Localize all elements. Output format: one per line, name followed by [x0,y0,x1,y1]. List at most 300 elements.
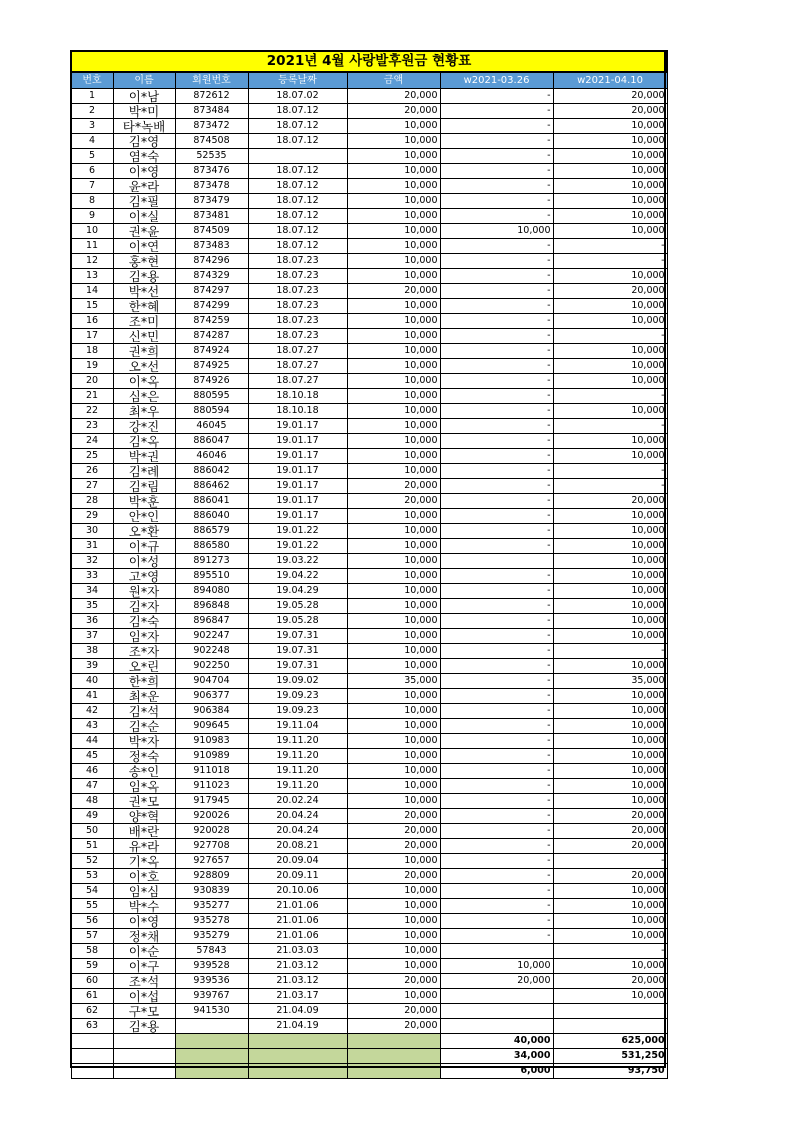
cell-member-id: 873479 [175,194,248,209]
cell-amount: 10,000 [347,629,440,644]
cell-date: 21.03.03 [248,944,347,959]
cell-w0410: 10,000 [553,599,667,614]
cell-w0326: - [440,809,553,824]
total-w0410: 93,750 [553,1064,667,1079]
cell-name: 정*숙 [113,749,175,764]
cell-no: 16 [71,314,113,329]
cell-date: 19.04.29 [248,584,347,599]
cell-date: 18.07.23 [248,284,347,299]
table-row [71,104,667,119]
cell-w0410: 10,000 [553,134,667,149]
cell-date: 19.01.17 [248,449,347,464]
cell-no: 47 [71,779,113,794]
cell-amount: 10,000 [347,134,440,149]
total-blank-cell [175,1034,248,1049]
cell-amount: 10,000 [347,854,440,869]
total-w0410: 625,000 [553,1034,667,1049]
cell-w0326: - [440,284,553,299]
cell-date: 19.01.17 [248,479,347,494]
cell-name: 김*림 [113,479,175,494]
cell-no: 35 [71,599,113,614]
table-row [71,689,667,704]
cell-date: 18.10.18 [248,389,347,404]
table-row [71,569,667,584]
cell-member-id: 874508 [175,134,248,149]
cell-date: 18.07.02 [248,89,347,104]
cell-no: 33 [71,569,113,584]
cell-name: 오*선 [113,359,175,374]
cell-name: 기*옥 [113,854,175,869]
cell-w0410: 20,000 [553,809,667,824]
table-row [71,779,667,794]
total-blank-cell [248,1034,347,1049]
table-row [71,269,667,284]
cell-w0326: - [440,719,553,734]
cell-member-id: 930839 [175,884,248,899]
cell-no: 5 [71,149,113,164]
cell-name: 임*심 [113,884,175,899]
cell-name: 최*운 [113,689,175,704]
cell-date: 18.07.27 [248,344,347,359]
cell-member-id: 896848 [175,599,248,614]
cell-w0326: - [440,434,553,449]
cell-no: 4 [71,134,113,149]
cell-w0326: - [440,104,553,119]
cell-date: 21.04.19 [248,1019,347,1034]
cell-no: 45 [71,749,113,764]
cell-member-id: 939767 [175,989,248,1004]
cell-w0410: 20,000 [553,839,667,854]
cell-w0326: - [440,374,553,389]
cell-w0326: - [440,584,553,599]
cell-date: 21.01.06 [248,914,347,929]
cell-no: 12 [71,254,113,269]
cell-w0326: - [440,869,553,884]
cell-no: 30 [71,524,113,539]
cell-date: 19.11.04 [248,719,347,734]
cell-w0410: 10,000 [553,884,667,899]
cell-name: 이*섭 [113,989,175,1004]
cell-w0326: - [440,899,553,914]
cell-date: 19.01.17 [248,509,347,524]
cell-name: 윤*라 [113,179,175,194]
cell-w0326: - [440,704,553,719]
cell-amount: 10,000 [347,449,440,464]
cell-no: 38 [71,644,113,659]
cell-name: 고*영 [113,569,175,584]
cell-amount: 10,000 [347,569,440,584]
cell-no: 31 [71,539,113,554]
cell-member-id: 874296 [175,254,248,269]
cell-w0410: 10,000 [553,794,667,809]
cell-w0326: 10,000 [440,224,553,239]
header-row [71,72,667,89]
cell-name: 김*자 [113,599,175,614]
cell-name: 박*선 [113,284,175,299]
cell-w0326: - [440,659,553,674]
table-row [71,539,667,554]
cell-w0410: - [553,329,667,344]
cell-name: 오*린 [113,659,175,674]
cell-w0410: 10,000 [553,119,667,134]
cell-w0326: - [440,164,553,179]
cell-date: 19.05.28 [248,614,347,629]
cell-w0326: - [440,779,553,794]
cell-member-id: 902247 [175,629,248,644]
total-row [71,1064,667,1079]
cell-w0326: - [440,344,553,359]
cell-amount: 10,000 [347,254,440,269]
cell-amount: 10,000 [347,179,440,194]
table-row [71,524,667,539]
cell-date: 21.03.12 [248,974,347,989]
cell-w0326: - [440,794,553,809]
cell-date: 19.01.17 [248,419,347,434]
cell-amount: 10,000 [347,359,440,374]
cell-w0410: 10,000 [553,764,667,779]
cell-date: 18.07.23 [248,314,347,329]
column-header: 회원번호 [175,72,248,89]
cell-name: 박*수 [113,899,175,914]
cell-amount: 20,000 [347,824,440,839]
cell-member-id: 886047 [175,434,248,449]
cell-date: 18.07.12 [248,119,347,134]
cell-w0410: 10,000 [553,179,667,194]
cell-w0326: - [440,914,553,929]
table-row [71,389,667,404]
table-row [71,299,667,314]
cell-w0326: - [440,929,553,944]
cell-amount: 10,000 [347,434,440,449]
table-row [71,494,667,509]
cell-date: 18.07.12 [248,224,347,239]
cell-w0326: - [440,569,553,584]
cell-member-id: 874509 [175,224,248,239]
cell-date: 18.07.12 [248,104,347,119]
table-row [71,914,667,929]
total-blank-cell [347,1049,440,1064]
total-w0326: 34,000 [440,1049,553,1064]
table-row [71,344,667,359]
cell-no: 48 [71,794,113,809]
cell-member-id: 894080 [175,584,248,599]
table-row [71,884,667,899]
table-row [71,404,667,419]
cell-member-id: 911018 [175,764,248,779]
cell-member-id: 906377 [175,689,248,704]
cell-date: 19.07.31 [248,629,347,644]
cell-amount: 10,000 [347,464,440,479]
column-header: 금액 [347,72,440,89]
total-row [71,1049,667,1064]
cell-w0410: 10,000 [553,719,667,734]
total-blank-cell [71,1064,113,1079]
cell-member-id: 891273 [175,554,248,569]
cell-amount: 10,000 [347,734,440,749]
cell-member-id: 874287 [175,329,248,344]
cell-no: 1 [71,89,113,104]
cell-member-id: 874259 [175,314,248,329]
cell-w0410: 10,000 [553,269,667,284]
cell-member-id: 895510 [175,569,248,584]
total-blank-cell [175,1049,248,1064]
cell-name: 송*인 [113,764,175,779]
total-blank-cell [71,1049,113,1064]
cell-w0410: 10,000 [553,899,667,914]
table-row [71,644,667,659]
cell-w0326: - [440,449,553,464]
cell-w0326: - [440,404,553,419]
cell-amount: 10,000 [347,524,440,539]
table-row [71,674,667,689]
cell-name: 권*모 [113,794,175,809]
cell-w0326: - [440,299,553,314]
cell-amount: 20,000 [347,839,440,854]
cell-date: 18.07.12 [248,209,347,224]
cell-date: 19.11.20 [248,749,347,764]
cell-amount: 10,000 [347,269,440,284]
cell-date: 19.01.17 [248,494,347,509]
cell-amount: 10,000 [347,929,440,944]
cell-w0326: - [440,614,553,629]
cell-w0410: 10,000 [553,149,667,164]
table-row [71,509,667,524]
cell-amount: 10,000 [347,239,440,254]
cell-w0410: 10,000 [553,449,667,464]
table-row [71,719,667,734]
cell-name: 안*인 [113,509,175,524]
cell-no: 41 [71,689,113,704]
cell-amount: 10,000 [347,944,440,959]
cell-no: 61 [71,989,113,1004]
cell-no: 54 [71,884,113,899]
cell-w0410: 20,000 [553,89,667,104]
cell-member-id: 873478 [175,179,248,194]
cell-member-id: 873472 [175,119,248,134]
cell-w0410: - [553,464,667,479]
cell-w0326: - [440,509,553,524]
cell-member-id: 874299 [175,299,248,314]
cell-amount: 10,000 [347,764,440,779]
cell-w0326: - [440,629,553,644]
cell-name: 김*용 [113,1019,175,1034]
cell-member-id: 874297 [175,284,248,299]
cell-w0326: - [440,209,553,224]
cell-w0326: - [440,239,553,254]
cell-date: 18.07.12 [248,134,347,149]
cell-no: 46 [71,764,113,779]
cell-name: 조*자 [113,644,175,659]
total-blank-cell [248,1064,347,1079]
cell-date: 19.07.31 [248,659,347,674]
cell-date: 20.02.24 [248,794,347,809]
cell-date: 19.04.22 [248,569,347,584]
cell-amount: 20,000 [347,284,440,299]
cell-member-id: 873481 [175,209,248,224]
cell-date: 19.09.02 [248,674,347,689]
cell-w0326: - [440,179,553,194]
table-row [71,659,667,674]
cell-amount: 10,000 [347,959,440,974]
table-row [71,119,667,134]
cell-no: 24 [71,434,113,449]
cell-w0410: 10,000 [553,734,667,749]
cell-date: 19.11.20 [248,734,347,749]
table-row [71,419,667,434]
cell-date: 18.07.27 [248,359,347,374]
cell-member-id: 902248 [175,644,248,659]
cell-member-id: 896847 [175,614,248,629]
cell-w0410: - [553,854,667,869]
table-row [71,824,667,839]
cell-no: 36 [71,614,113,629]
table-row [71,434,667,449]
cell-name: 염*숙 [113,149,175,164]
cell-date: 19.05.28 [248,599,347,614]
table-row [71,1004,667,1019]
cell-date: 19.09.23 [248,689,347,704]
cell-name: 김*영 [113,134,175,149]
cell-w0326: - [440,854,553,869]
cell-member-id: 873484 [175,104,248,119]
total-w0326: 6,000 [440,1064,553,1079]
cell-no: 19 [71,359,113,374]
cell-w0410 [553,1019,667,1034]
cell-name: 정*채 [113,929,175,944]
table-row [71,959,667,974]
cell-date: 21.03.12 [248,959,347,974]
cell-w0410: 10,000 [553,779,667,794]
cell-member-id: 874924 [175,344,248,359]
cell-no: 9 [71,209,113,224]
cell-name: 김*용 [113,269,175,284]
cell-w0410: - [553,389,667,404]
table-row [71,944,667,959]
cell-member-id: 52535 [175,149,248,164]
cell-name: 이*영 [113,914,175,929]
cell-date: 20.09.04 [248,854,347,869]
cell-amount: 10,000 [347,149,440,164]
cell-member-id: 941530 [175,1004,248,1019]
cell-w0410: 10,000 [553,659,667,674]
cell-no: 62 [71,1004,113,1019]
cell-name: 구*모 [113,1004,175,1019]
table-row [71,764,667,779]
cell-member-id: 874925 [175,359,248,374]
cell-w0410: 10,000 [553,404,667,419]
cell-no: 6 [71,164,113,179]
cell-name: 김*례 [113,464,175,479]
cell-amount: 10,000 [347,659,440,674]
table-row [71,614,667,629]
cell-name: 이*호 [113,869,175,884]
cell-w0326: - [440,749,553,764]
cell-member-id: 910989 [175,749,248,764]
totals [71,1034,667,1079]
sheet-title: 2021년 4월 사랑발후원금 현황표 [71,51,667,72]
cell-name: 임*옥 [113,779,175,794]
cell-member-id: 910983 [175,734,248,749]
total-row [71,1034,667,1049]
total-blank-cell [347,1064,440,1079]
table-row [71,989,667,1004]
cell-no: 13 [71,269,113,284]
cell-w0326: - [440,314,553,329]
cell-date: 18.07.23 [248,299,347,314]
cell-member-id: 935278 [175,914,248,929]
cell-no: 51 [71,839,113,854]
cell-amount: 10,000 [347,614,440,629]
cell-w0410: 20,000 [553,494,667,509]
cell-w0326: - [440,764,553,779]
cell-w0326: - [440,824,553,839]
cell-amount: 20,000 [347,974,440,989]
table-row [71,869,667,884]
cell-w0326: - [440,644,553,659]
cell-w0326: - [440,359,553,374]
cell-no: 11 [71,239,113,254]
cell-date: 18.07.12 [248,179,347,194]
cell-w0410: - [553,239,667,254]
cell-w0410: 10,000 [553,629,667,644]
table-row [71,599,667,614]
cell-member-id: 911023 [175,779,248,794]
cell-no: 29 [71,509,113,524]
total-blank-cell [113,1034,175,1049]
cell-name: 이*실 [113,209,175,224]
column-header: w2021-04.10 [553,72,667,89]
cell-amount: 20,000 [347,479,440,494]
cell-date [248,149,347,164]
cell-no: 43 [71,719,113,734]
cell-date: 20.08.21 [248,839,347,854]
cell-w0410: 10,000 [553,689,667,704]
cell-w0410: 20,000 [553,104,667,119]
table-row [71,149,667,164]
cell-date: 19.01.17 [248,434,347,449]
cell-w0326: 10,000 [440,959,553,974]
cell-w0410: 10,000 [553,434,667,449]
cell-member-id: 902250 [175,659,248,674]
cell-member-id: 886580 [175,539,248,554]
cell-no: 60 [71,974,113,989]
cell-member-id: 927708 [175,839,248,854]
cell-amount: 20,000 [347,104,440,119]
cell-member-id: 873483 [175,239,248,254]
cell-amount: 20,000 [347,89,440,104]
cell-date: 20.04.24 [248,824,347,839]
table-row [71,839,667,854]
table-row [71,809,667,824]
cell-member-id: 886579 [175,524,248,539]
cell-no: 59 [71,959,113,974]
cell-date: 19.09.23 [248,704,347,719]
cell-date: 18.07.12 [248,194,347,209]
cell-no: 2 [71,104,113,119]
total-blank-cell [175,1064,248,1079]
cell-date: 18.07.12 [248,164,347,179]
cell-no: 23 [71,419,113,434]
cell-name: 이*규 [113,539,175,554]
cell-member-id: 886040 [175,509,248,524]
cell-name: 배*란 [113,824,175,839]
cell-date: 19.01.17 [248,464,347,479]
cell-w0326: - [440,329,553,344]
table-row [71,704,667,719]
cell-no: 37 [71,629,113,644]
cell-w0326 [440,944,553,959]
cell-no: 18 [71,344,113,359]
